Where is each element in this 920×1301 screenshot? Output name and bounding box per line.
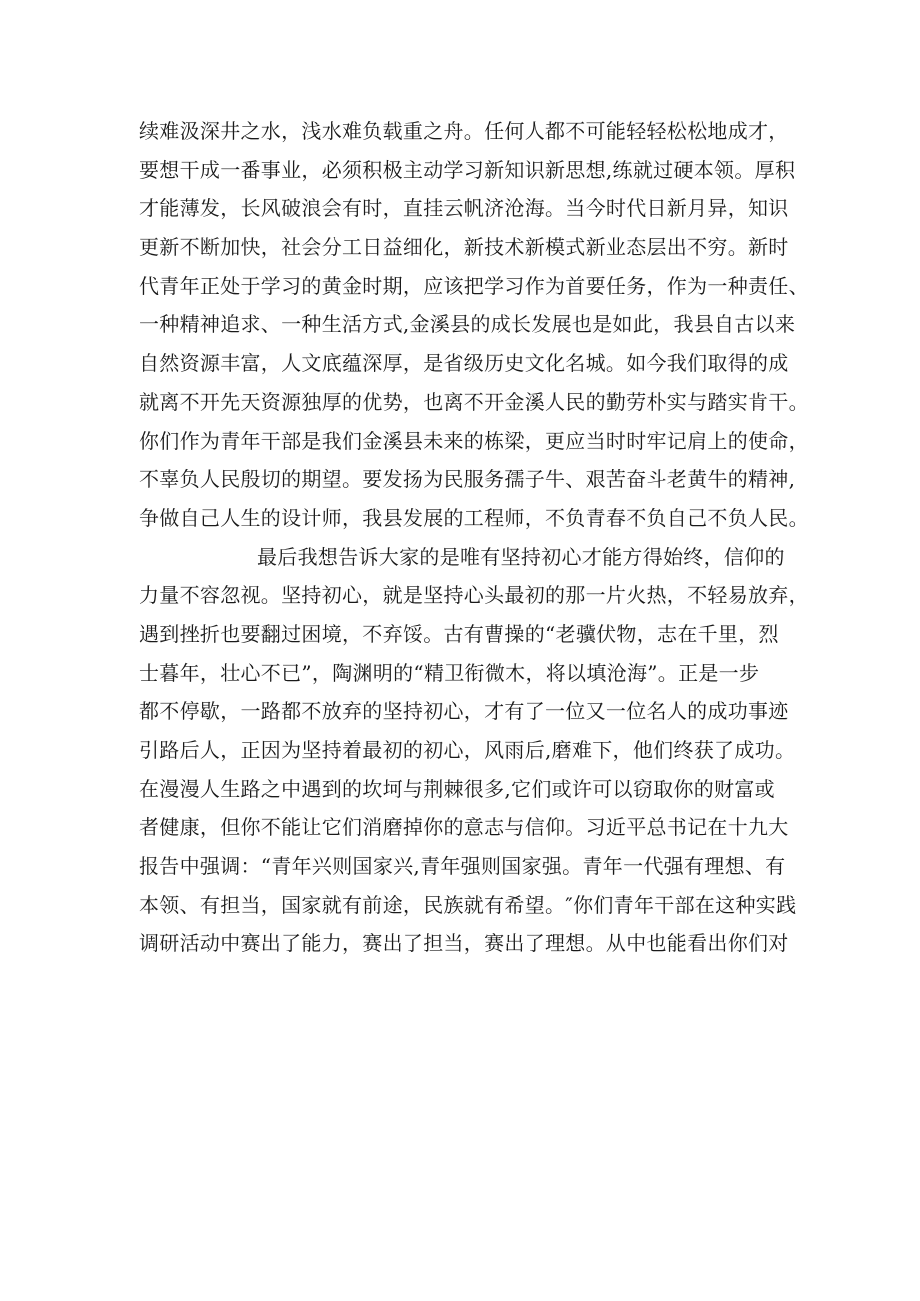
paragraph-start-line: 最后我想告诉大家的是唯有坚持初心才能方得始终，信仰的: [257, 544, 785, 569]
text-line: 引路后人，正因为坚持着最初的初心，风雨后,磨难下，他们终获了成功。: [139, 738, 796, 762]
text-line: 争做自己人生的设计师，我县发展的工程师，不负青春不负自己不负人民。: [139, 505, 809, 530]
text-line: 要想干成一番事业，必须积极主动学习新知识新思想,练就过硬本领。厚积: [139, 157, 796, 182]
text-line: 者健康，但你不能让它们消磨掉你的意志与信仰。习近平总书记在十九大: [139, 815, 789, 840]
text-line: 就离不开先天资源独厚的优势，也离不开金溪人民的勤劳朴实与踏实肯干。: [139, 389, 809, 414]
text-line: 你们作为青年干部是我们金溪县未来的栋梁，更应当时时牢记肩上的使命，: [139, 428, 809, 453]
text-line: 遇到挫折也要翻过困境，不弃馁。古有曹操的“老骥伏物，志在千里，烈: [139, 621, 779, 646]
text-line: 本领、有担当，国家就有前途，民族就有希望。″你们青年干部在这种实践: [139, 892, 797, 917]
text-line: 更新不断加快，社会分工日益细化，新技术新模式新业态层出不穷。新时: [139, 235, 789, 260]
text-line: 自然资源丰富，人文底蕴深厚，是省级历史文化名城。如今我们取得的成: [139, 351, 789, 376]
text-line: 都不停歇，一路都不放弃的坚持初心，才有了一位又一位名人的成功事迹: [139, 699, 789, 724]
text-line: 一种精神追求、一种生活方式,金溪县的成长发展也是如此，我县自古以来: [139, 312, 796, 337]
text-line: 续难汲深井之水，浅水难负载重之舟。任何人都不可能轻轻松松地成才，: [139, 119, 789, 143]
text-line: 才能薄发，长风破浪会有时，直挂云帆济沧海。当今时代日新月异，知识: [139, 196, 789, 221]
text-line: 不辜负人民殷切的期望。要发扬为民服务孺子牛、艰苦奋斗老黄牛的精神,: [139, 467, 796, 492]
text-line: 士暮年，壮心不已”，陶渊明的“精卫衔微木，将以填沧海”。正是一步: [139, 660, 760, 685]
body-text: [139, 112, 809, 963]
text-line: 力量不容忽视。坚持初心，就是坚持心头最初的那一片火热，不轻易放弃，: [139, 583, 809, 608]
text-line: 报告中强调：“青年兴则国家兴,青年强则国家强。青年一代强有理想、有: [139, 854, 786, 879]
text-line: 代青年正处于学习的黄金时期，应该把学习作为首要任务，作为一种责任、: [139, 273, 809, 298]
text-line: 在漫漫人生路之中遇到的坎坷与荆棘很多,它们或许可以窃取你的财富或: [139, 776, 775, 801]
text-line: 调研活动中赛出了能力，赛出了担当，赛出了理想。从中也能看出你们对: [139, 931, 789, 956]
